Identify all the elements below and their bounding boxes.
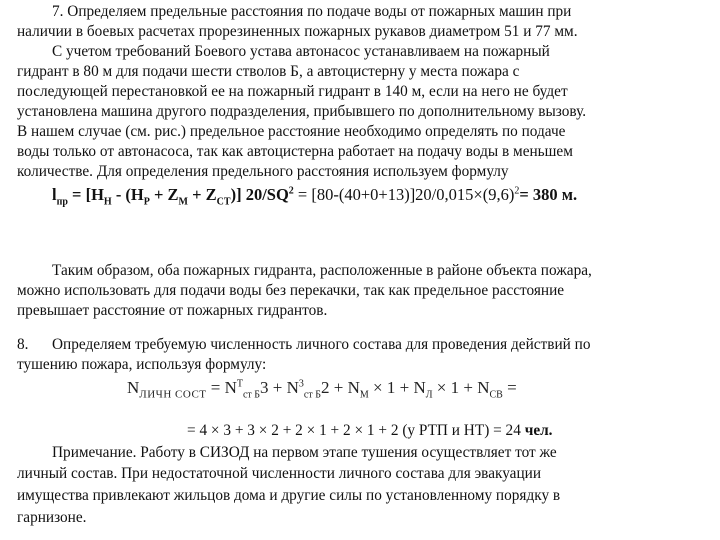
text-line: тушению пожара, используя формулу: bbox=[17, 356, 267, 373]
text-line: гидрант в 80 м для подачи шести стволов Б, а автоцистерну у места пожара с bbox=[17, 63, 520, 80]
text-line: 7. Определяем предельные расстояния по подаче воды от пожарных машин при bbox=[52, 3, 572, 20]
calc-expression: = 4 × 3 + 3 × 2 + 2 × 1 + 2 × 1 + 2 (у РТП и НТ) = 24 bbox=[187, 422, 521, 439]
section-number: 8. bbox=[17, 336, 29, 353]
text-line: количестве. Для определения предельного расстояния используем формулу bbox=[17, 163, 509, 180]
calculation-line bbox=[187, 422, 553, 440]
formula-substitution: = [80-(40+0+13)]20/0,015×(9,6) bbox=[293, 185, 515, 204]
text-line: последующей перестановкой ее на пожарный гидрант в 140 м, если на него не будет bbox=[17, 83, 568, 100]
text-line: Таким образом, оба пожарных гидранта, расположенные в районе объекта пожара, bbox=[52, 262, 592, 279]
text-line: воды только от автонасоса, так как автоцистерна работает на подачу воды в меньшем bbox=[17, 143, 573, 160]
note-line: гарнизоне. bbox=[17, 509, 87, 526]
text-line: можно использовать для подачи воды без перекачки, так как предельное расстояние bbox=[17, 282, 565, 299]
formula-result: = 380 м. bbox=[519, 185, 578, 204]
note-line: имущества привлекают жильцов дома и другие силы по установленному порядку в bbox=[17, 487, 561, 504]
formula-line: $l_{пр} = [H_Н - (H_Р + Z_М + Z_{СТ})] 20/SQ^2 = [80-(40+0+13)]20/0,015\times(9,6)^2= 380$ м. bbox=[52, 185, 578, 208]
note-line: Примечание. Работу в СИЗОД на первом этапе тушения осуществляет тот же bbox=[52, 444, 557, 461]
note-line: личный состав. При недостаточной численности личного состава для эвакуации bbox=[17, 465, 542, 482]
text-line: наличии в боевых расчетах прорезиненных пожарных рукавов диаметром 51 и 77 мм. bbox=[17, 23, 578, 40]
text-line: Определяем требуемую численность личного состава для проведения действий по bbox=[52, 336, 591, 353]
text-line: установлена машина другого подразделения, прибывшего по дополнительному вызову. bbox=[17, 103, 587, 120]
text-line: С учетом требований Боевого устава автонасос устанавливаем на пожарный bbox=[52, 43, 550, 60]
calc-unit: чел. bbox=[524, 422, 553, 439]
text-line: превышает расстояние от пожарных гидрантов. bbox=[17, 302, 328, 319]
text-line: В нашем случае (см. рис.) предельное расстояние необходимо определять по подаче bbox=[17, 123, 566, 140]
personnel-formula: $N_{ЛИЧН СОСТ} = N^Т_{ст Б}3 + N^3_{ст Б}2 + N_М \times 1 + N_Л \times 1 + N_{СВ}$ = bbox=[127, 378, 517, 401]
